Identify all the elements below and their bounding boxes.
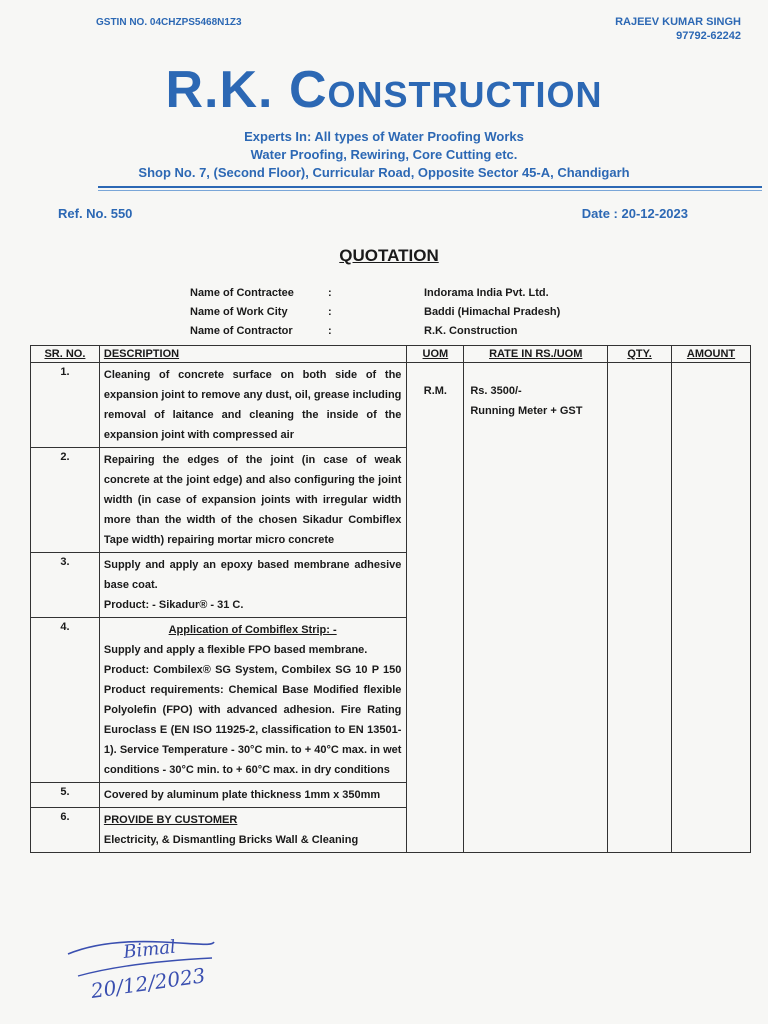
row-sr: 1.: [31, 363, 100, 448]
row-description-text: Supply and apply a flexible FPO based membrane.: [103, 644, 368, 656]
row-description-text: Supply and apply an epoxy based membrane adhesive base coat.: [103, 559, 402, 591]
rate-amount: Rs. 3500/-: [470, 385, 522, 397]
row-description: [99, 618, 407, 783]
info-label: Name of Contractee: [190, 287, 294, 299]
row-heading: PROVIDE BY CUSTOMER: [103, 814, 238, 826]
company-name: R.K. Construction: [165, 61, 603, 119]
row-sr: 6.: [31, 808, 100, 853]
signature-name: Bimal: [122, 936, 177, 963]
info-row-work-city: [0, 306, 768, 325]
row-heading: Application of Combiflex Strip: -: [168, 624, 337, 636]
row-sr: 5.: [31, 783, 100, 808]
rate-cell: [464, 363, 608, 853]
header-divider: [98, 186, 762, 188]
amount-cell: [672, 363, 751, 853]
signature-date: 20/12/2023: [89, 963, 207, 1003]
row-description-product: Product: Combilex® SG System, Combilex SG 10 P 150 Product requirements: Chemical Base Modified flexible Polyolefin (FPO) with advanced adhesion. Fire Rating Euroclass E (EN ISO 11925-2, classification to EN 13501-1). Service Temperature - 30°C min. to + 40°C max. in wet conditions - 30°C min. to + 60°C max. in dry conditions: [103, 664, 402, 776]
col-header-qty: QTY.: [608, 346, 672, 363]
info-row-contractee: [0, 287, 768, 306]
info-row-contractor: [0, 325, 768, 344]
table-header-row: [31, 346, 751, 363]
info-value: R.K. Construction: [424, 325, 518, 337]
info-colon: :: [328, 287, 332, 299]
page-title: QUOTATION: [339, 246, 439, 265]
row-description-text: Electricity, & Dismantling Bricks Wall & Cleaning: [103, 834, 359, 846]
row-description-text: Cleaning of concrete surface on both side of the expansion joint to remove any dust, oil, grease including removal of laitance and cleaning the inside of the expansion joint with compressed air: [103, 369, 402, 441]
info-value: Indorama India Pvt. Ltd.: [424, 287, 549, 299]
owner-block: [615, 15, 741, 43]
company-address: Shop No. 7, (Second Floor), Curricular Road, Opposite Sector 45-A, Chandigarh: [138, 165, 630, 180]
row-sr: 2.: [31, 448, 100, 553]
col-header-uom: UOM: [407, 346, 464, 363]
quotation-table: [30, 345, 751, 853]
col-header-rate: RATE IN RS./UOM: [464, 346, 608, 363]
uom-cell: R.M.: [407, 363, 464, 853]
header-divider-thin: [98, 190, 762, 191]
owner-name: RAJEEV KUMAR SINGH: [615, 16, 741, 28]
rate-unit: Running Meter + GST: [470, 405, 583, 417]
tagline-services: Water Proofing, Rewiring, Core Cutting etc.: [250, 147, 518, 162]
row-description: [99, 553, 407, 618]
signature: [62, 930, 242, 1010]
row-description: [99, 783, 407, 808]
col-header-sr: SR. NO.: [31, 346, 100, 363]
info-colon: :: [328, 306, 332, 318]
qty-cell: [608, 363, 672, 853]
row-description: [99, 448, 407, 553]
info-label: Name of Contractor: [190, 325, 293, 337]
quotation-date: Date : 20-12-2023: [581, 206, 688, 221]
row-description-product: Product: - Sikadur® - 31 C.: [103, 599, 244, 611]
row-sr: 3.: [31, 553, 100, 618]
owner-phone: 97792-62242: [676, 30, 741, 42]
row-description: [99, 808, 407, 853]
info-label: Name of Work City: [190, 306, 288, 318]
row-description: [99, 363, 407, 448]
col-header-description: DESCRIPTION: [99, 346, 407, 363]
tagline-experts: Experts In: All types of Water Proofing Works: [244, 129, 524, 144]
row-description-text: Covered by aluminum plate thickness 1mm x 350mm: [103, 789, 381, 801]
gstin: GSTIN NO. 04CHZPS5468N1Z3: [96, 17, 242, 28]
row-description-text: Repairing the edges of the joint (in case of weak concrete at the joint edge) and also configuring the joint width (in case of expansion joints with irregular width more than the width of the chosen Sikadur Combiflex Tape width) repairing mortar micro concrete: [103, 454, 402, 546]
table-row: [31, 363, 751, 448]
info-value: Baddi (Himachal Pradesh): [424, 306, 561, 318]
row-sr: 4.: [31, 618, 100, 783]
col-header-amount: AMOUNT: [672, 346, 751, 363]
reference-number: Ref. No. 550: [58, 206, 133, 221]
info-colon: :: [328, 325, 332, 337]
